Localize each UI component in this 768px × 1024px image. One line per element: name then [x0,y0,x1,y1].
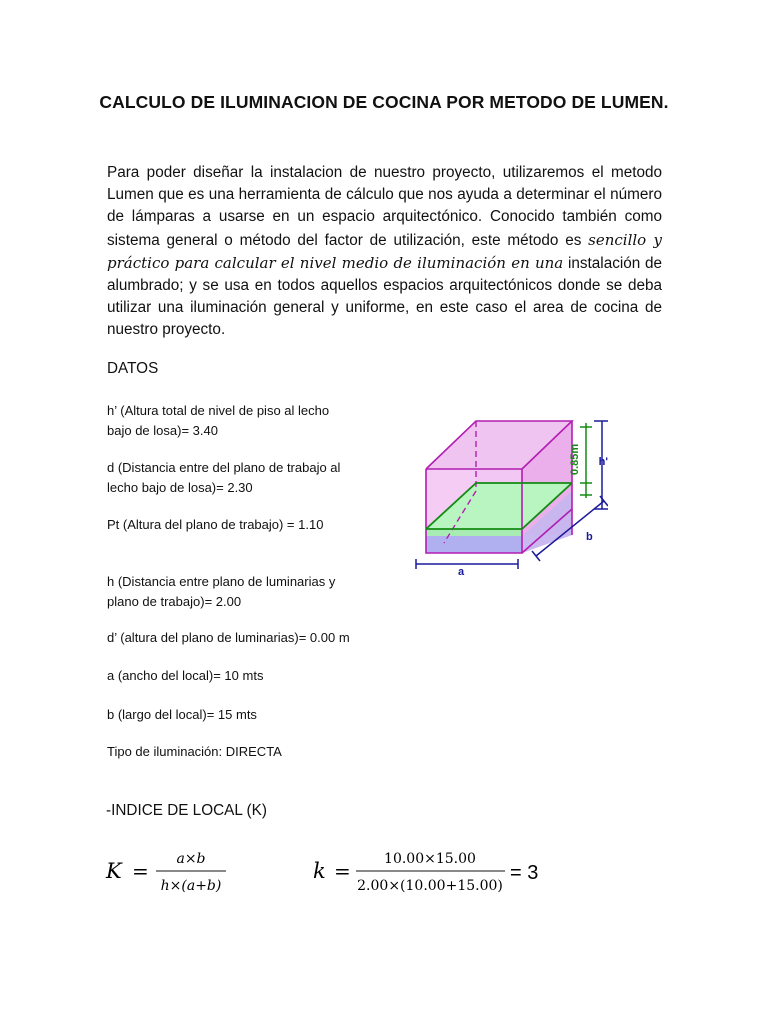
intro-text-part1: Para poder diseñar la instalacion de nuestro proyecto, utilizaremos el metodo Lumen que es una herramienta de cálculo que nos ayuda a determinar el número de lámparas a usarse en un espacio arquitectónico. Conocido también como sistema general o método del factor de utilización, este método es [107,164,662,249]
dim-085 [580,423,592,498]
dato-tipo-iluminacion: Tipo de iluminación: DIRECTA [107,744,282,759]
formulas [100,840,560,900]
formula-general-numerator: a×b [176,851,206,867]
formula-general-denominator: h×(a+b) [160,878,222,894]
work-plane-front [426,529,522,536]
formula-numeric [313,851,538,894]
intro-text-part2: instalación de alumbrado; y se usa en todos aquellos espacios arquitectónicos donde se deba utilizar una iluminación general y uniforme, en este caso el area de cocina de nuestro proyecto. [107,254,663,339]
base-front [426,536,522,553]
room-diagram [408,413,608,575]
page-title: CALCULO DE ILUMINACION DE COCINA POR METODO DE LUMEN. [99,92,669,112]
label-a: a [458,566,465,575]
dato-d-prime: d’ (altura del plano de luminarias)= 0.00 m [107,630,350,645]
formula-general-eq: = [132,859,149,883]
intro-paragraph [107,162,662,342]
formula-general-lhs: K [106,859,122,883]
formula-numeric-eq: = [334,859,351,883]
formula-numeric-result: = 3 [510,862,539,884]
formula-numeric-denominator: 2.00×(10.00+15.00) [357,878,503,894]
dim-a [416,559,518,569]
dato-h-prime: h’ (Altura total de nivel de piso al lecho bajo de losa)= 3.40 [107,403,330,438]
dato-b: b (largo del local)= 15 mts [107,707,257,722]
label-b: b [586,531,593,543]
formula-numeric-numerator: 10.00×15.00 [384,851,476,867]
formula-numeric-lhs: k [313,859,326,883]
indice-heading: -INDICE DE LOCAL (K) [106,802,267,819]
dato-h: h (Distancia entre plano de luminarias y plano de trabajo)= 2.00 [107,574,336,609]
intro-math-phrase: sencillo y práctico para calcular el nivel medio de iluminación en una [107,230,662,272]
label-085: 0.85m [569,443,581,475]
dato-pt: Pt (Altura del plano de trabajo) = 1.10 [107,517,324,532]
dato-a: a (ancho del local)= 10 mts [107,668,264,683]
dato-d: d (Distancia entre del plano de trabajo al lecho bajo de losa)= 2.30 [107,460,341,495]
datos-heading: DATOS [107,360,159,377]
formula-general [105,851,226,894]
label-h-prime: h' [598,456,608,468]
